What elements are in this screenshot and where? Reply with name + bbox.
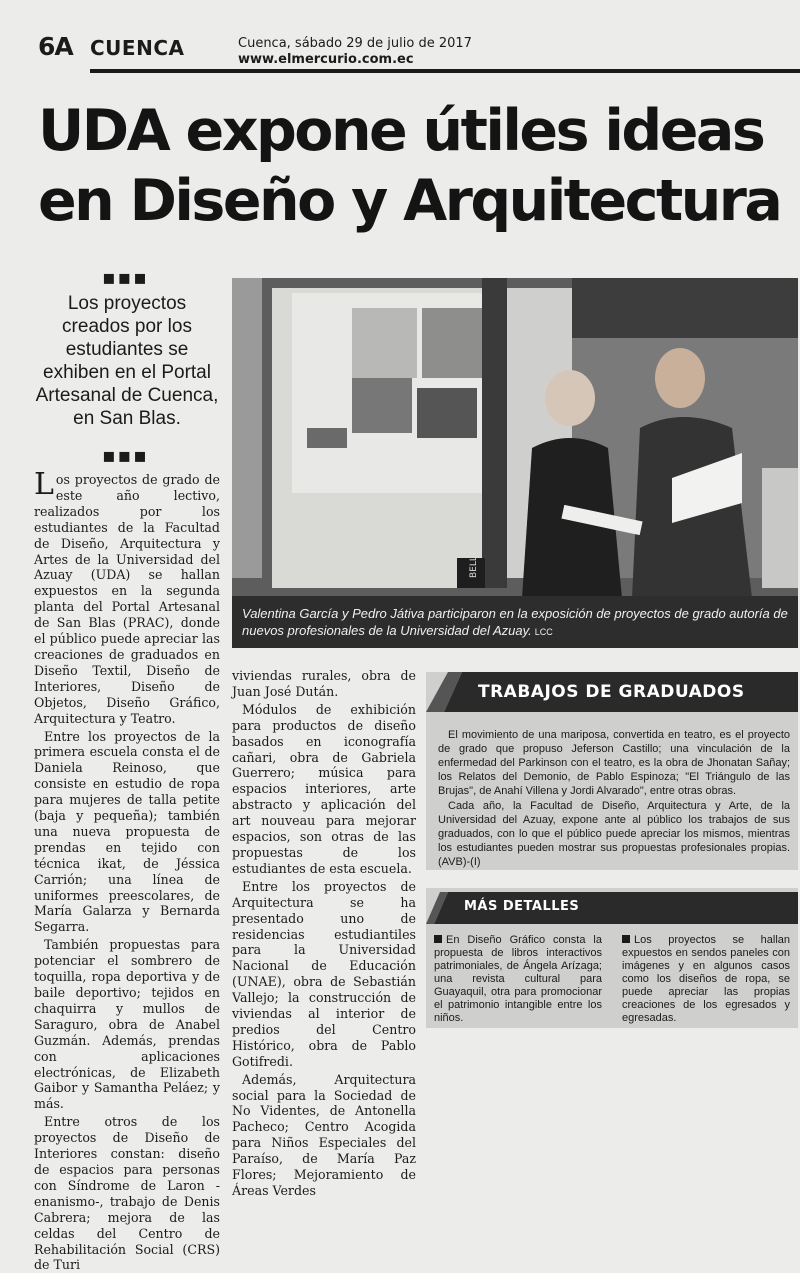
site-url[interactable]: www.elmercurio.com.ec bbox=[238, 52, 414, 67]
bullet-square-icon bbox=[622, 935, 630, 943]
dateline bbox=[238, 36, 472, 68]
headline-line-1: UDA expone útiles ideas bbox=[38, 98, 764, 164]
section-name: CUENCA bbox=[90, 36, 185, 60]
bullet-square-icon bbox=[434, 935, 442, 943]
photo-caption bbox=[232, 596, 798, 648]
masthead bbox=[38, 30, 800, 76]
article-paragraph: Entre otros de los proyectos de Diseño de Interiores constan: diseño de espacios para personas con Síndrome de Laron -enanismo-, trabajo de Denis Cabrera; mejora de las celdas del Centro de Rehabilitación Social (CRS) de Turi bbox=[34, 1114, 220, 1273]
box-paragraph: El movimiento de una mariposa, convertida en teatro, es el proyecto de grado que propuso Jeferson Castillo; una vinculación de la enfermedad del Parkinson con el teatro, es la obra de Jhonatan Sañay; los Relatos del Demonio, de Pablo Espinoza; "El Triángulo de las Brujas", de Anahí Villena y Jordi Alvarado", entre otras obras. bbox=[438, 729, 790, 797]
headline-line-2: en Diseño y Arquitectura bbox=[38, 168, 781, 234]
box-body bbox=[438, 728, 790, 870]
article-paragraph: viviendas rurales, obra de Juan José Dután. bbox=[232, 668, 416, 699]
article-column-2 bbox=[232, 668, 416, 1198]
deck-summary: Los proyectos creados por los estudiantes se exhiben en el Portal Artesanal de Cuenca, en San Blas. bbox=[35, 293, 219, 429]
article-paragraph: Entre los proyectos de Arquitectura se ha presentado uno de residencias estudiantiles para la Universidad Nacional de Educación (UNAE), obra de Sebastián Vallejo; la construcción de viviendas al interior de predios del Centro Histórico, obra de Pablo Gotifredi. bbox=[232, 878, 416, 1069]
separator-dots-bottom: ▪▪▪ bbox=[102, 443, 149, 467]
article-paragraph: También propuestas para potenciar el sombrero de toquilla, ropa deportiva y de baile deportivo; tejidos en chaquirra y mullos de Saraguro, obra de Anabel Guzmán. Además, prendas con aplicaciones electrónicas, de Elizabeth Gaibor y Samantha Peláez; y más. bbox=[34, 937, 220, 1112]
article-paragraph: Entre los proyectos de la primera escuela consta el de Daniela Reinoso, que consiste en estudio de ropa para mujeres de talla petite (baja y pequeña); también una nueva propuesta de prendas en tejido con técnica ikat, de Jéssica Carrión; una línea de uniformes preescolares, de María Galarza y Bernarda Segarra. bbox=[34, 728, 220, 935]
caption-text: Valentina García y Pedro Játiva participaron en la exposición de proyectos de grado autoría de nuevos profesionales de la Universidad del Azuay. bbox=[242, 606, 788, 638]
separator-dots-top: ▪▪▪ bbox=[102, 265, 149, 289]
issue-date: Cuenca, sábado 29 de julio de 2017 bbox=[238, 36, 472, 51]
details-title: MÁS DETALLES bbox=[464, 899, 580, 914]
masthead-rule bbox=[90, 69, 800, 73]
sidebar-box-more-details bbox=[426, 888, 798, 1028]
article-paragraph: Módulos de exhibición para productos de diseño basados en iconografía cañari, obra de Gabriela Guerrero; música para espacios interiores, arte abstracto y aplicación del art nouveau para mejorar espacios, son otras de las propuestas de los estudiantes de esta escuela. bbox=[232, 701, 416, 876]
sign-text: BELLA bbox=[469, 549, 479, 578]
article-paragraph: Los proyectos de grado de este año lectivo, realizados por los estudiantes de la Facultad de Diseño, Arquitectura y Artes de la Universidad del Azuay (UDA) se hallan expuestos en la segunda planta del Portal Artesanal de San Blas (PRAC), donde el público puede apreciar las creaciones de graduados en Diseño Textil, Diseño de Interiores, Diseño de Objetos, Diseño Gráfico, Arquitectura y Teatro. bbox=[34, 467, 220, 726]
article-paragraph: Además, Arquitectura social para la Sociedad de No Videntes, de Antonella Pacheco; Centro Acogida para Niños Especiales del Paraíso, de María Paz Flores; Mejoramiento de Áreas Verdes bbox=[232, 1071, 416, 1198]
details-item: En Diseño Gráfico consta la propuesta de libros interactivos patrimoniales, de Ángela Arízaga; una revista cultural para Guayaquil, otra para promocionar el patrimonio intangible entre los niños. bbox=[434, 934, 602, 1024]
photo-credit: LCC bbox=[534, 627, 553, 637]
headline bbox=[38, 96, 798, 236]
page-number: 6A bbox=[38, 32, 73, 61]
box-paragraph: Cada año, la Facultad de Diseño, Arquitectura y Arte, de la Universidad del Azuay, expone ante al público los trabajos de sus graduados, con lo que el público puede apreciar los mismos, mientras los estudiantes pueden mostrar sus propuestas profesionales propias. (AVB)-(I) bbox=[438, 800, 790, 868]
feature-photo bbox=[232, 278, 798, 648]
article-column-1 bbox=[34, 467, 220, 1273]
drop-cap: L bbox=[34, 467, 54, 502]
photo-illustration bbox=[232, 278, 798, 648]
sidebar-box-graduate-works bbox=[426, 672, 798, 870]
details-item: Los proyectos se hallan expuestos en sendos paneles con imágenes y en algunos casos como los diseños de ropa, se puede apreciar las propias creaciones de los egresados y egresadas. bbox=[622, 934, 790, 1024]
box-title: TRABAJOS DE GRADUADOS bbox=[478, 682, 745, 702]
